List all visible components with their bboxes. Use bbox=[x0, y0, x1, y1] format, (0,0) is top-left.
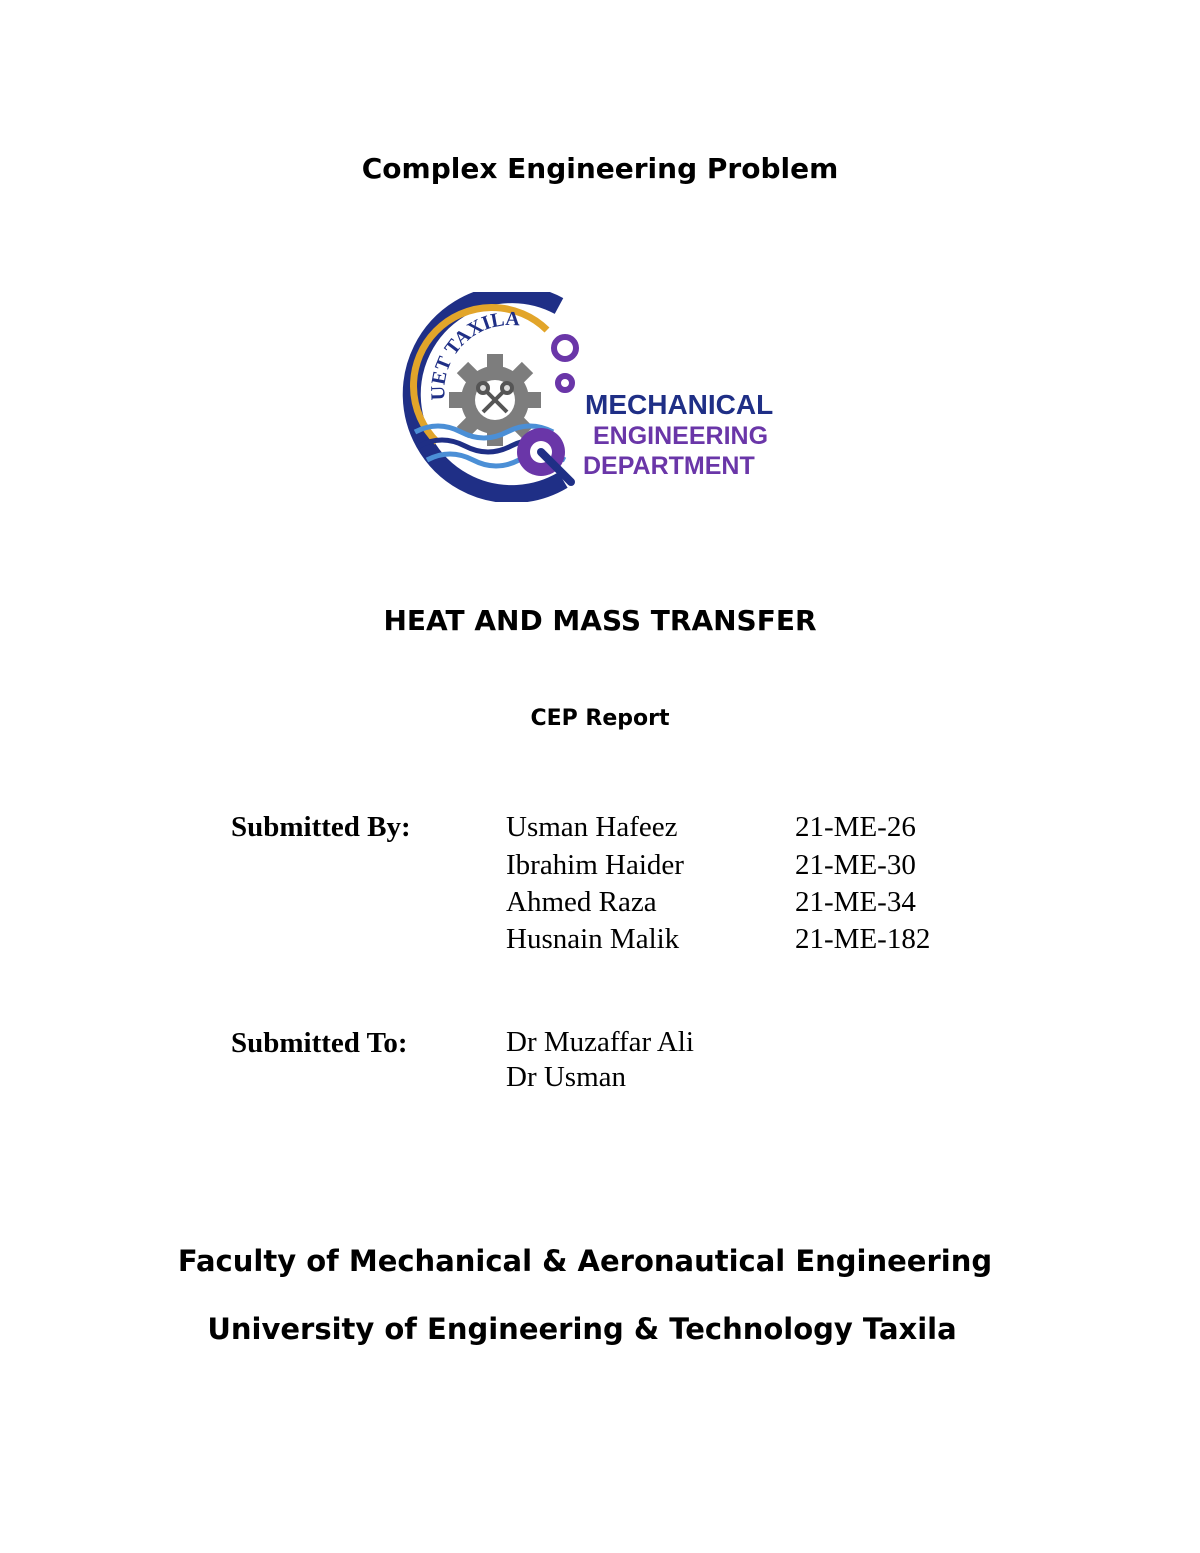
member-name: Ahmed Raza bbox=[506, 886, 657, 918]
university-name: University of Engineering & Technology Taxila bbox=[207, 1312, 957, 1346]
member-id: 21-ME-26 bbox=[795, 811, 916, 843]
course-title: HEAT AND MASS TRANSFER bbox=[383, 604, 817, 637]
member-name: Usman Hafeez bbox=[506, 811, 678, 843]
submitted-to-label: Submitted To: bbox=[231, 1027, 408, 1059]
member-name: Ibrahim Haider bbox=[506, 849, 684, 881]
member-id: 21-ME-34 bbox=[795, 886, 916, 918]
logo-line-engineering: ENGINEERING bbox=[593, 422, 769, 450]
member-id: 21-ME-182 bbox=[795, 923, 931, 955]
member-id: 21-ME-30 bbox=[795, 849, 916, 881]
supervisor-name: Dr Muzaffar Ali bbox=[506, 1026, 694, 1058]
logo-arc-text: UET TAXILA bbox=[427, 307, 521, 401]
logo-line-department: DEPARTMENT bbox=[583, 452, 755, 480]
department-logo bbox=[393, 292, 813, 502]
member-name: Husnain Malik bbox=[506, 923, 680, 955]
report-label: CEP Report bbox=[530, 706, 670, 731]
top-title: Complex Engineering Problem bbox=[361, 152, 839, 185]
logo-line-mechanical: MECHANICAL bbox=[585, 389, 774, 420]
faculty-name: Faculty of Mechanical & Aeronautical Engineering bbox=[177, 1244, 993, 1278]
logo-wrench-gear-icon bbox=[517, 428, 571, 482]
logo-small-gear-icon bbox=[554, 337, 576, 390]
submitted-by-label: Submitted By: bbox=[231, 811, 411, 843]
supervisor-name: Dr Usman bbox=[506, 1061, 627, 1093]
